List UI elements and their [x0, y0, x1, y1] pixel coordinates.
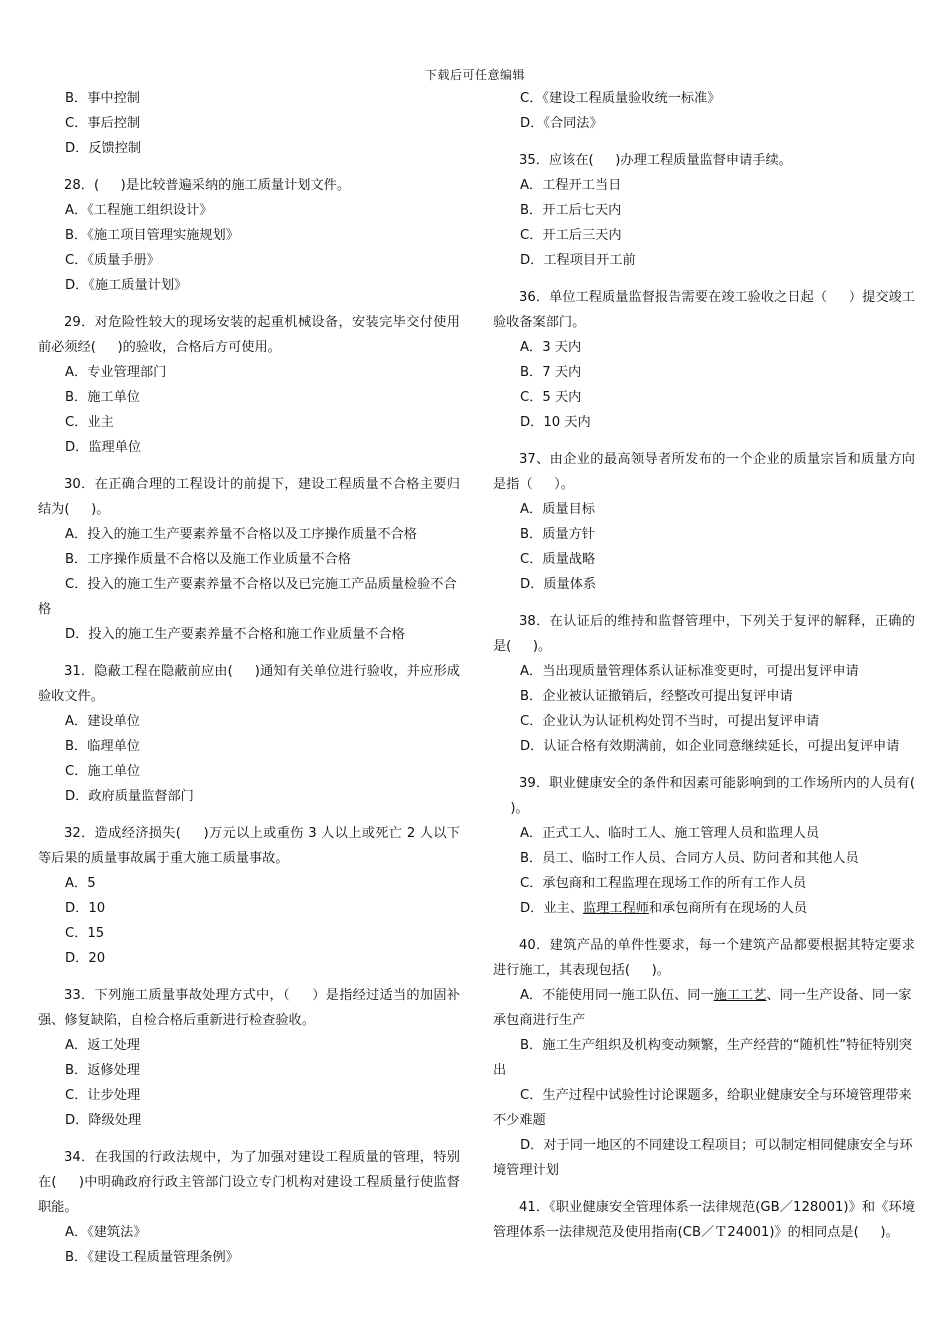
question-34 [38, 1145, 460, 1270]
option-c: C．质量战略 [520, 552, 596, 567]
page-header: 下载后可任意编辑 [424, 68, 525, 82]
option-b: B．《建设工程质量管理条例》 [65, 1250, 239, 1265]
option-d: D．对于同一地区的不同建设工程项目；可以制定相同健康安全与环境管理计划 [493, 1138, 913, 1178]
option-a: A．返工处理 [65, 1038, 140, 1053]
option-c: C．业主 [65, 415, 114, 430]
question-stem: 30．在正确合理的工程设计的前提下，建设工程质量不合格主要归结为( )。 [38, 477, 460, 517]
option-b: B．企业被认证撤销后，经整改可提出复评申请 [520, 689, 793, 704]
option-b: B．事中控制 [65, 91, 140, 106]
option-c: C．开工后三天内 [520, 228, 622, 243]
hyperlink-term[interactable]: 监理工程师 [582, 901, 649, 916]
option-a: A．质量目标 [520, 502, 595, 517]
option-d [493, 896, 915, 921]
option-d: D．监理单位 [65, 440, 142, 455]
question-38 [493, 609, 915, 759]
option-c: C．《质量手册》 [65, 253, 160, 268]
option-c: C．投入的施工生产要素养量不合格以及已完施工产品质量检验不合格 [38, 577, 457, 617]
option-c: C．《建设工程质量验收统一标准》 [520, 91, 721, 106]
question-stem: 34．在我国的行政法规中，为了加强对建设工程质量的管理，特别在( )中明确政府行政主管部门设立专门机构对建设工程质量行使监督职能。 [38, 1150, 460, 1215]
option-b: B．质量方针 [520, 527, 595, 542]
option-c: C．企业认为认证机构处罚不当时，可提出复评申请 [520, 714, 820, 729]
option-a: A．正式工人、临时工人、施工管理人员和监理人员 [520, 826, 820, 841]
question-stem: 33．下列施工质量事故处理方式中，（ ）是指经过适当的加固补强、修复缺陷，自检合格后重新进行检查验收。 [38, 988, 460, 1028]
question-stem: 35．应该在( )办理工程质量监督申请手续。 [519, 153, 792, 168]
question-stem: 28．( )是比较普遍采纳的施工质量计划文件。 [64, 178, 351, 193]
option-b: B．7 天内 [520, 365, 582, 380]
option-a: A．5 [65, 876, 96, 891]
option-b: B．员工、临时工作人员、合同方人员、防问者和其他人员 [520, 851, 859, 866]
option-a: A．当出现质量管理体系认证标准变更时，可提出复评申请 [520, 664, 859, 679]
left-column [38, 86, 460, 1270]
question-stem: 31．隐蔽工程在隐蔽前应由( )通知有关单位进行验收，并应形成验收文件。 [38, 664, 460, 704]
option-d: D．10 天内 [520, 415, 591, 430]
option-a [493, 983, 915, 1033]
question-40 [493, 933, 915, 1183]
option-b: B．返修处理 [65, 1063, 140, 1078]
question-36 [493, 285, 915, 435]
option-b: B．《施工项目管理实施规划》 [65, 228, 239, 243]
option-b: B．开工后七天内 [520, 203, 622, 218]
question-stem: 38．在认证后的维持和监督管理中，下列关于复评的解释，正确的是( )。 [493, 614, 915, 654]
question-stem: 32．造成经济损失( )万元以上或重伤 3 人以上或死亡 2 人以下等后果的质量事故属于重大施工质量事故。 [38, 826, 460, 866]
question-37 [493, 447, 915, 597]
option-prefix: D．业主、 [520, 901, 583, 916]
option-d: D．投入的施工生产要素养量不合格和施工作业质量不合格 [65, 627, 405, 642]
option-c: C．施工单位 [65, 764, 141, 779]
option-a: A．专业管理部门 [65, 365, 167, 380]
question-33 [38, 983, 460, 1133]
option-d: D．20 [65, 951, 106, 966]
question-28 [38, 173, 460, 298]
question-stem: 37、由企业的最高领导者所发布的一个企业的质量宗旨和质量方向是指（ ）。 [493, 452, 915, 492]
option-d: D．工程项目开工前 [520, 253, 636, 268]
option-a: A．工程开工当日 [520, 178, 622, 193]
option-a: A．《建筑法》 [65, 1225, 147, 1240]
option-d: D．认证合格有效期满前，如企业同意继续延长，可提出复评申请 [520, 739, 900, 754]
question-29 [38, 310, 460, 460]
question-30 [38, 472, 460, 647]
option-d: D．反馈控制 [65, 141, 142, 156]
option-c: C．承包商和工程监理在现场工作的所有工作人员 [520, 876, 807, 891]
option-prefix: A．不能使用同一施工队伍、同一 [520, 988, 714, 1003]
question-32 [38, 821, 460, 971]
option-d: D．10 [65, 901, 106, 916]
option-c: C．5 天内 [520, 390, 582, 405]
option-d: D．《施工质量计划》 [65, 278, 188, 293]
question-stem: 29．对危险性较大的现场安装的起重机械设备，安装完毕交付使用前必须经( )的验收，合格后方可使用。 [38, 315, 460, 355]
option-c: C．事后控制 [65, 116, 141, 131]
option-a: A．建设单位 [65, 714, 140, 729]
option-b: B．施工生产组织及机构变动频繁，生产经营的“随机性”特征特别突出 [493, 1038, 912, 1078]
option-c: C．15 [65, 926, 105, 941]
right-column [493, 86, 915, 1245]
option-suffix: 和承包商所有在现场的人员 [648, 901, 808, 916]
question-41 [493, 1195, 915, 1245]
option-c: C．让步处理 [65, 1088, 141, 1103]
question-stem: 41．《职业健康安全管理体系一法律规范(GB／128001)》和《环境管理体系一法律规范及使用指南(CB／Ｔ24001)》的相同点是( )。 [493, 1200, 915, 1240]
option-b: B．施工单位 [65, 390, 140, 405]
option-b: B．临理单位 [65, 739, 140, 754]
option-d: D．质量体系 [520, 577, 597, 592]
option-d: D．政府质量监督部门 [65, 789, 194, 804]
question-stem: 36．单位工程质量监督报告需要在竣工验收之日起（ ）提交竣工验收备案部门。 [493, 290, 915, 330]
option-suffix: 、同一生产设备、同一家承包商进行生产 [493, 988, 912, 1028]
hyperlink-term[interactable]: 施工工艺 [713, 988, 767, 1003]
question-31 [38, 659, 460, 809]
option-a: A．3 天内 [520, 340, 582, 355]
question-39 [493, 771, 915, 921]
question-stem: 40．建筑产品的单件性要求，每一个建筑产品都要根据其特定要求进行施工，其表现包括( )。 [493, 938, 915, 978]
option-a: A．投入的施工生产要素养量不合格以及工序操作质量不合格 [65, 527, 417, 542]
option-c: C．生产过程中试验性讨论课题多，给职业健康安全与环境管理带来不少难题 [493, 1088, 912, 1128]
option-b: B．工序操作质量不合格以及施工作业质量不合格 [65, 552, 351, 567]
question-35 [493, 148, 915, 273]
question-stem: 39．职业健康安全的条件和因素可能影响到的工作场所内的人员有( )。 [493, 776, 915, 816]
option-d: D．降级处理 [65, 1113, 142, 1128]
option-a: A．《工程施工组织设计》 [65, 203, 213, 218]
option-d: D．《合同法》 [520, 116, 603, 131]
